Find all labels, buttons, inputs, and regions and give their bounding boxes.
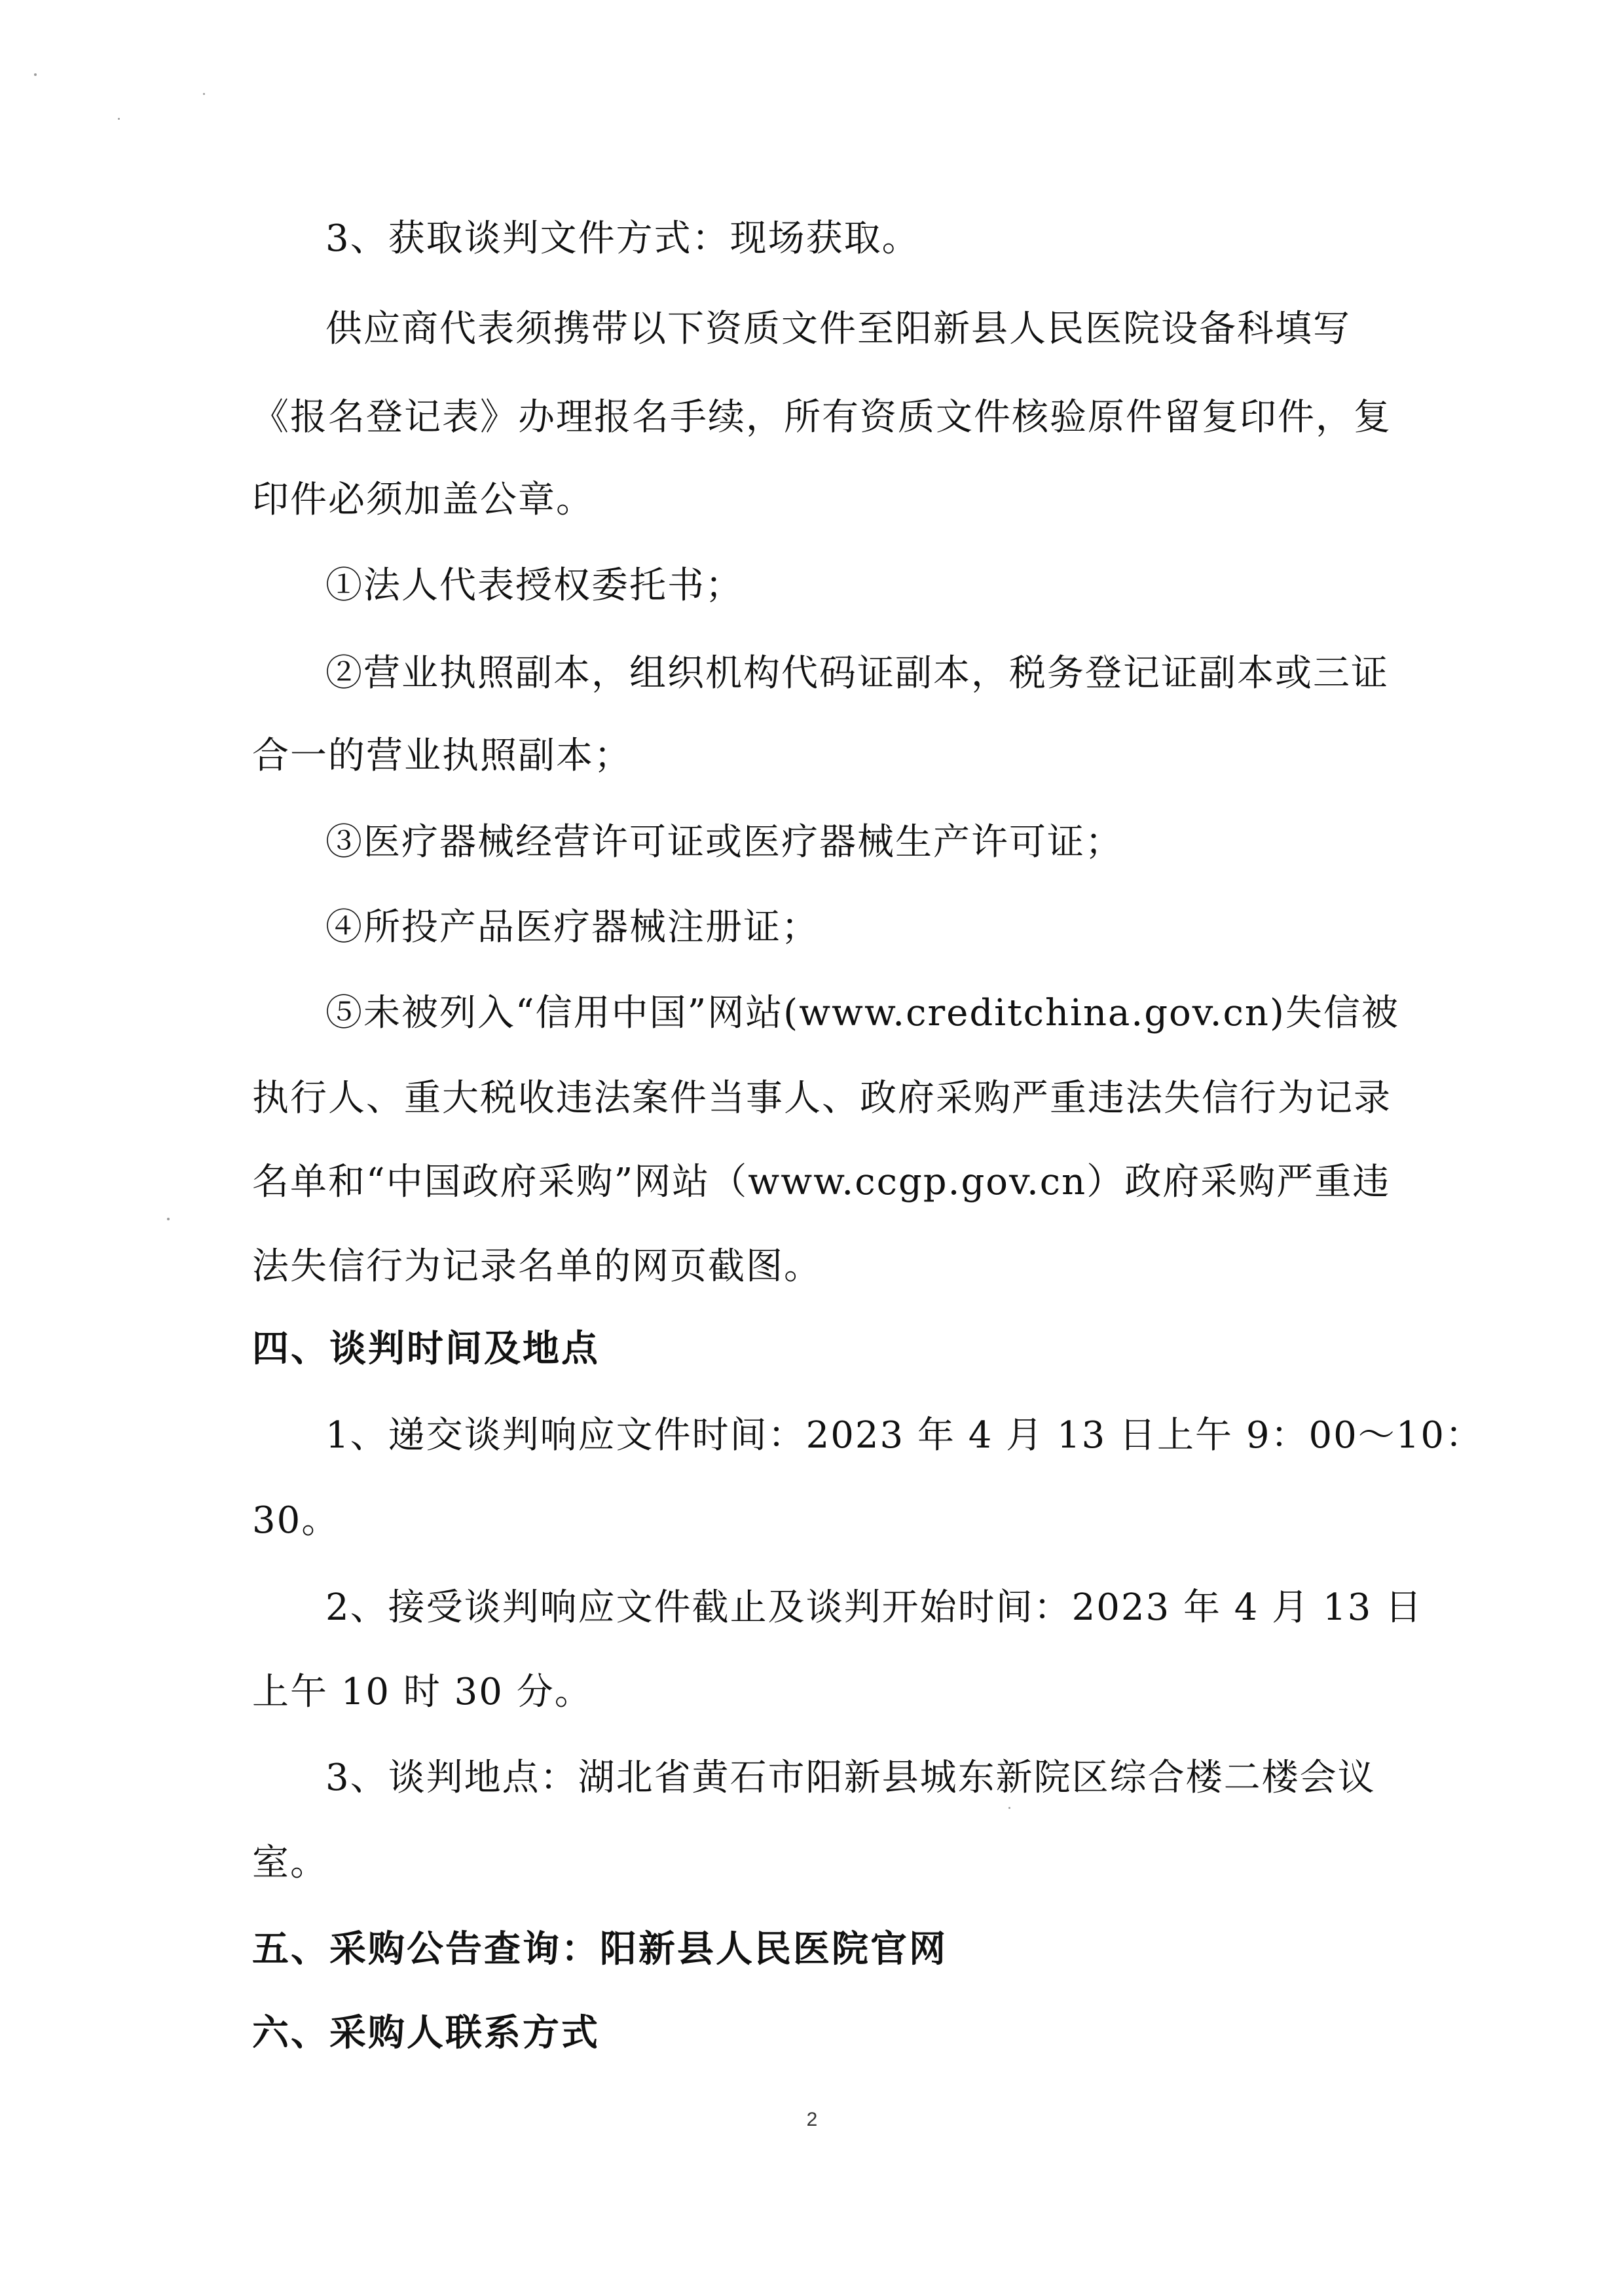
- text-line: 2、接受谈判响应文件截止及谈判开始时间：2023 年 4 月 13 日: [325, 1586, 1424, 1629]
- section-heading: 五、采购公告查询：阳新县人民医院官网: [252, 1927, 948, 1971]
- list-item: ②营业执照副本，组织机构代码证副本，税务登记证副本或三证: [325, 652, 1389, 695]
- text-line: 30。: [252, 1499, 340, 1542]
- text-line: 名单和“中国政府采购”网站（www.ccgp.gov.cn）政府采购严重违: [252, 1161, 1391, 1203]
- page-number: 2: [806, 2109, 818, 2130]
- text-line: 印件必须加盖公章。: [252, 479, 594, 521]
- scan-speck: [167, 1218, 170, 1220]
- list-item: ④所投产品医疗器械注册证；: [325, 906, 819, 949]
- list-item: ⑤未被列入“信用中国”网站(www.creditchina.gov.cn)失信被: [325, 992, 1399, 1034]
- text-line: 供应商代表须携带以下资质文件至阳新县人民医院设备科填写: [325, 308, 1351, 350]
- scan-speck: [203, 93, 205, 95]
- section-heading: 四、谈判时间及地点: [252, 1327, 600, 1370]
- text-line: 室。: [252, 1842, 328, 1884]
- text-line: 执行人、重大税收违法案件当事人、政府采购严重违法失信行为记录: [252, 1077, 1392, 1120]
- list-item: ③医疗器械经营许可证或医疗器械生产许可证；: [325, 821, 1123, 864]
- list-item: ①法人代表授权委托书；: [325, 564, 743, 607]
- text-line: 法失信行为记录名单的网页截图。: [252, 1245, 822, 1288]
- text-line: 合一的营业执照副本；: [252, 735, 632, 777]
- scan-speck: [1008, 1807, 1010, 1809]
- section-heading: 六、采购人联系方式: [252, 2011, 600, 2054]
- text-line: 3、谈判地点：湖北省黄石市阳新县城东新院区综合楼二楼会议: [325, 1757, 1376, 1799]
- text-line: 3、获取谈判文件方式：现场获取。: [325, 217, 920, 260]
- scan-speck: [34, 73, 37, 76]
- text-line: 1、递交谈判响应文件时间：2023 年 4 月 13 日上午 9：00～10：: [325, 1414, 1483, 1457]
- scan-speck: [118, 118, 120, 120]
- text-line: 《报名登记表》办理报名手续，所有资质文件核验原件留复印件，复: [252, 396, 1392, 439]
- text-line: 上午 10 时 30 分。: [252, 1671, 593, 1713]
